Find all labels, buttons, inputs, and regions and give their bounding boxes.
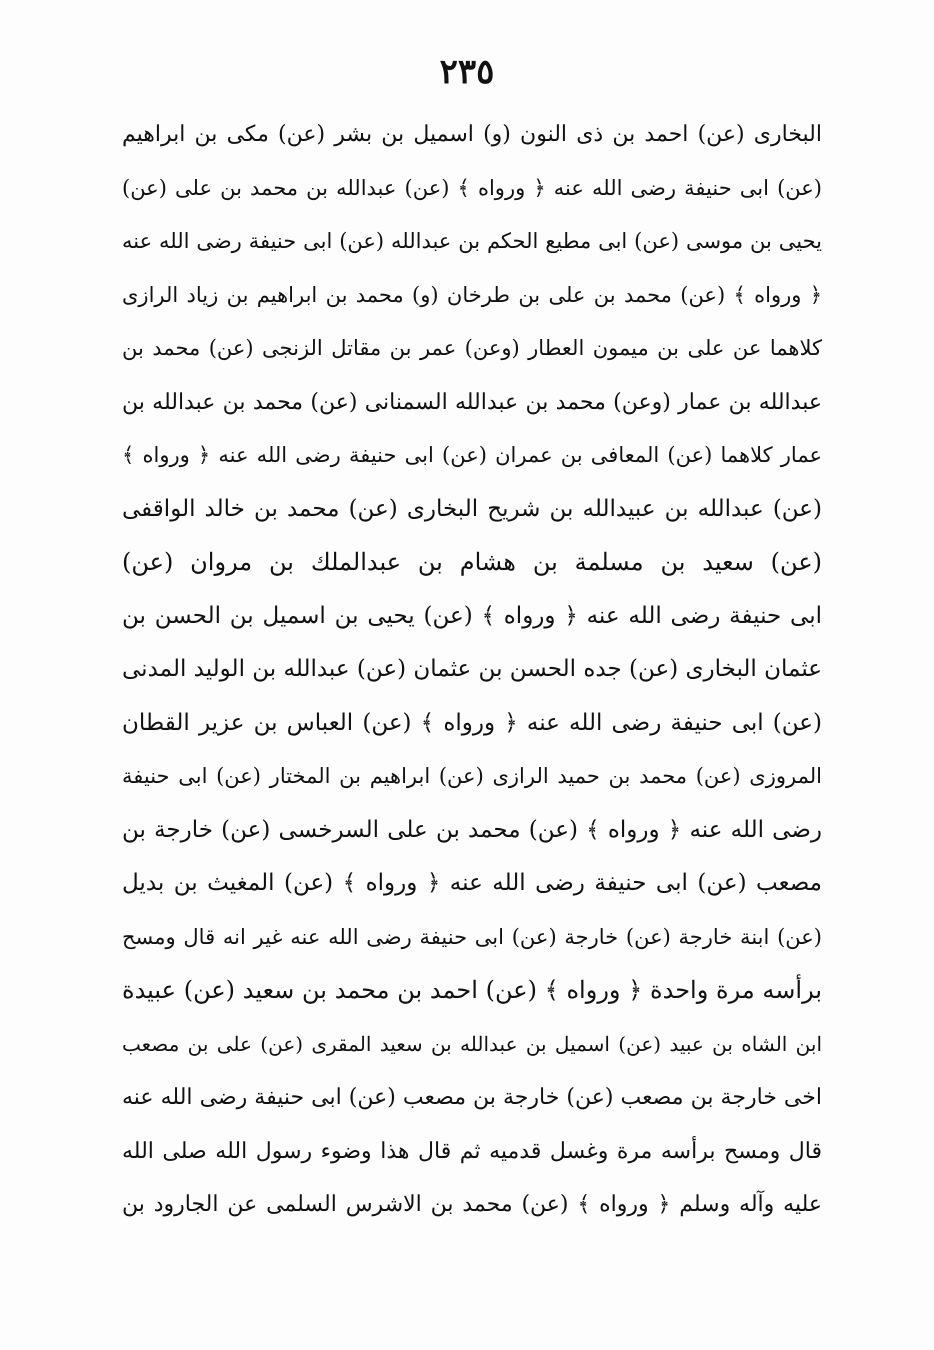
text-line-9: (عن) سعيد بن مسلمة بن هشام بن عبدالملك بن مروان (عن) — [122, 548, 822, 576]
text-line-20: قال ومسح برأسه مرة وغسل قدميه ثم قال هذا وضوء رسول الله صلى الله — [122, 1138, 822, 1164]
text-line-13: المروزى (عن) محمد بن حميد الرازى (عن) ابراهيم بن المختار (عن) ابى حنيفة — [122, 764, 822, 788]
text-line-4: ﴿ ورواه ﴾ (عن) محمد بن على بن طرخان (و) محمد بن ابراهيم بن زياد الرازى — [122, 282, 822, 307]
text-line-10: ابى حنيفة رضى الله عنه ﴿ ورواه ﴾ (عن) يحيى بن اسميل بن الحسن بن — [122, 602, 822, 629]
text-line-14: رضى الله عنه ﴿ ورواه ﴾ (عن) محمد بن على السرخسى (عن) خارجة بن — [122, 816, 822, 843]
text-line-21: عليه وآله وسلم ﴿ ورواه ﴾ (عن) محمد بن الاشرس السلمى عن الجارود بن — [122, 1192, 822, 1217]
text-line-12: (عن) ابى حنيفة رضى الله عنه ﴿ ورواه ﴾ (عن) العباس بن عزير القطان — [122, 709, 822, 736]
page-number: ٢٣٥ — [439, 52, 495, 92]
text-line-11: عثمان البخارى (عن) جده الحسن بن عثمان (عن) عبدالله بن الوليد المدنى — [122, 656, 822, 682]
text-line-16: (عن) ابنة خارجة (عن) خارجة (عن) ابى حنيفة رضى الله عنه غير انه قال ومسح — [122, 924, 822, 949]
body-text — [122, 108, 822, 1232]
text-line-6: عبدالله بن عمار (وعن) محمد بن عبدالله السمنانى (عن) محمد بن عبدالله بن — [122, 389, 822, 415]
text-line-7: عمار كلاهما (عن) المعافى بن عمران (عن) ابى حنيفة رضى الله عنه ﴿ ورواه ﴾ — [122, 443, 822, 467]
text-line-2: (عن) ابى حنيفة رضى الله عنه ﴿ ورواه ﴾ (عن) عبدالله بن محمد بن على (عن) — [122, 175, 822, 200]
text-line-18: ابن الشاه بن عبيد (عن) اسميل بن عبدالله بن سعيد المقرى (عن) على بن مصعب — [122, 1031, 822, 1056]
text-line-1: البخارى (عن) احمد بن ذى النون (و) اسميل بن بشر (عن) مكى بن ابراهيم — [122, 122, 822, 147]
text-line-3: يحيى بن موسى (عن) ابى مطيع الحكم بن عبدالله (عن) ابى حنيفة رضى الله عنه — [122, 229, 822, 253]
text-line-5: كلاهما عن على بن ميمون العطار (وعن) عمر بن مقاتل الزنجى (عن) محمد بن — [122, 336, 822, 360]
text-line-17: برأسه مرة واحدة ﴿ ورواه ﴾ (عن) احمد بن محمد بن سعيد (عن) عبيدة — [122, 976, 822, 1004]
text-line-15: مصعب (عن) ابى حنيفة رضى الله عنه ﴿ ورواه ﴾ (عن) المغيث بن بديل — [122, 870, 822, 896]
text-line-8: (عن) عبدالله بن عبيدالله بن شريح البخارى (عن) محمد بن خالد الواقفى — [122, 495, 822, 522]
text-line-19: اخى خارجة بن مصعب (عن) خارجة بن مصعب (عن) ابى حنيفة رضى الله عنه — [122, 1085, 822, 1110]
